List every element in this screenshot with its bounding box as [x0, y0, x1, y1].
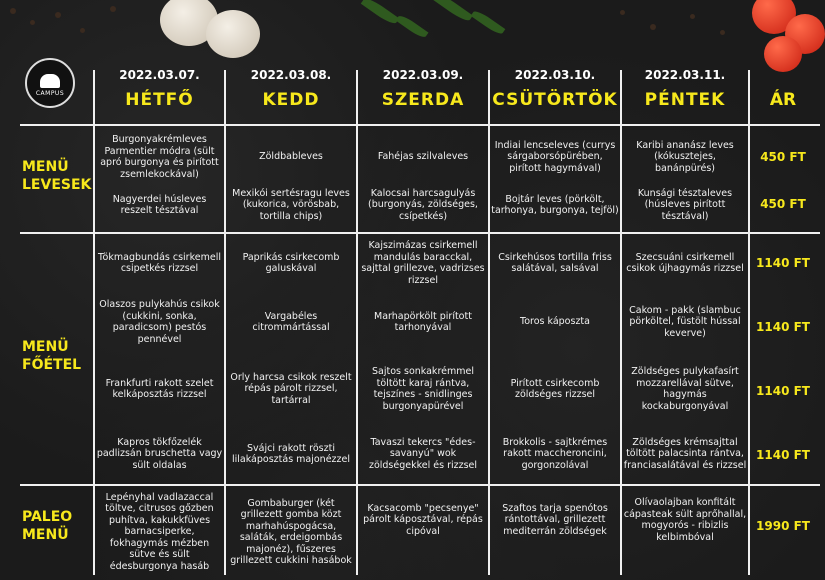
menu-item: Vargabéles citrommártással — [252, 310, 330, 333]
menu-item: Frankfurti rakott szelet kelkáposztás rizzsel — [105, 377, 214, 400]
menu-item: Pirított csirkecomb zöldséges rizzsel — [510, 377, 600, 400]
price: 1140 FT — [756, 256, 810, 270]
menu-item: Olívaolajban konfitált cápasteak sült aprőhallal, mogyorós - ribizlis kelbimbóval — [623, 497, 747, 543]
menu-item: Kajszimázas csirkemell mandulás baracckal, sajttal grillezve, vadrizses rizzsel — [361, 240, 485, 286]
section-label-mains: MENÜ FŐÉTEL — [22, 339, 82, 373]
price: 450 FT — [760, 150, 806, 164]
menu-item: Szecsuáni csirkemell csikok újhagymás rizzsel — [626, 251, 744, 274]
row-divider — [20, 484, 820, 486]
column-divider — [620, 70, 622, 575]
day-name: CSÜTÖRTÖK — [492, 90, 618, 110]
menu-item: Cakom - pakk (slambuc pörköltel, füstölt hússal keverve) — [629, 304, 741, 339]
menu-item: Sajtos sonkakrémmel töltött karaj rántva, tejszínes - snidlinges burgonyapürével — [372, 366, 474, 412]
column-divider — [748, 70, 750, 575]
menu-item: Toros káposzta — [520, 316, 590, 328]
day-name: PÉNTEK — [644, 90, 726, 110]
menu-item: Szaftos tarja spenótos rántottával, grillezett mediterrán zöldségek — [502, 502, 608, 537]
menu-item: Zöldséges pulykafasírt mozzarellával sütve, hagymás kockaburgonyával — [631, 366, 739, 412]
row-divider — [20, 232, 820, 234]
price: 1140 FT — [756, 320, 810, 334]
row-divider — [20, 124, 820, 126]
menu-item: Kapros tökfőzelék padlizsán bruschetta vagy sült oldalas — [96, 436, 223, 471]
column-divider — [224, 70, 226, 575]
section-label-soups: MENÜ LEVESEK — [22, 159, 92, 193]
menu-item: Kunsági tésztaleves (húsleves pirított tésztával) — [637, 187, 733, 222]
menu-item: Brokkolis - sajtkrémes rakott maccheroncini, gorgonzolával — [502, 436, 608, 471]
day-date: 2022.03.08. — [250, 68, 332, 82]
section-label-paleo: PALEO MENÜ — [22, 509, 73, 543]
menu-item: Zöldbableves — [259, 151, 323, 163]
menu-item: Nagyerdei húsleves reszelt tésztával — [112, 193, 207, 216]
menu-item: Karibi ananász leves (kókusztejes, banánpürés) — [636, 139, 734, 174]
menu-item: Tavaszi tekercs "édes-savanyú" wok zöldségekkel és rizzsel — [368, 436, 478, 471]
menu-item: Olaszos pulykahús csikok (cukkini, sonka, paradicsom) pestós pennével — [99, 299, 220, 345]
menu-item: Burgonyakrémleves Parmentier módra (sült apró burgonya és pirított zsemlekockával) — [100, 134, 219, 180]
menu-item: Orly harcsa csikok reszelt répás párolt rizzsel, tartárral — [230, 371, 352, 406]
menu-item: Lepényhal vadlazaccal töltve, citrusos gőzben puhítva, kakukkfüves barnacsiperke, fokhagymás mézben sütve és sült édesburgonya hasáb — [105, 491, 214, 572]
day-name: KEDD — [262, 90, 320, 110]
menu-item: Csirkehúsos tortilla friss salátával, salsával — [498, 251, 612, 274]
menu-item: Fahéjas szilvaleves — [377, 151, 469, 163]
day-date: 2022.03.07. — [119, 68, 200, 82]
menu-item: Paprikás csirkecomb galuskával — [242, 251, 340, 274]
day-date: 2022.03.11. — [644, 68, 726, 82]
menu-item: Mexikói sertésragu leves (kukorica, vörösbab, tortilla chips) — [232, 187, 350, 222]
price-header: ÁR — [769, 90, 797, 110]
price: 1140 FT — [756, 448, 810, 462]
day-name: HÉTFŐ — [125, 90, 194, 110]
menu-item: Marhapörkölt pirított tarhonyával — [374, 310, 472, 333]
price: 450 FT — [760, 197, 806, 211]
price: 1990 FT — [756, 519, 810, 533]
column-divider — [93, 70, 95, 575]
column-divider — [356, 70, 358, 575]
day-date: 2022.03.09. — [382, 68, 464, 82]
menu-item: Kacsacomb "pecsenye" párolt káposztával, répás cipóval — [363, 502, 483, 537]
logo-text: CAMPUS — [35, 89, 65, 97]
menu-item: Tökmagbundás csirkemell csipetkés rizzsel — [98, 251, 221, 274]
menu-item: Indiai lencseleves (currys sárgaborsópürében, pirított hagymával) — [494, 139, 616, 174]
menu-item: Gombaburger (két grillezett gomba közt marhahúspogácsa, saláták, erdeigombás majonéz), fűszeres grillezett cukkini hasábok — [230, 497, 352, 566]
column-divider — [488, 70, 490, 575]
menu-item: Bojtár leves (pörkölt, tarhonya, burgonya, tejföl) — [491, 193, 619, 216]
menu-item: Kalocsai harcsagulyás (burgonyás, zöldséges, csípetkés) — [368, 187, 478, 222]
price: 1140 FT — [756, 384, 810, 398]
day-date: 2022.03.10. — [514, 68, 596, 82]
menu-item: Svájci rakott röszti lilakáposztás majonézzel — [231, 442, 351, 465]
menu-item: Zöldséges krémsajttal töltött palacsinta rántva, franciasalátával és rizzsel — [623, 436, 747, 471]
day-name: SZERDA — [381, 90, 465, 110]
